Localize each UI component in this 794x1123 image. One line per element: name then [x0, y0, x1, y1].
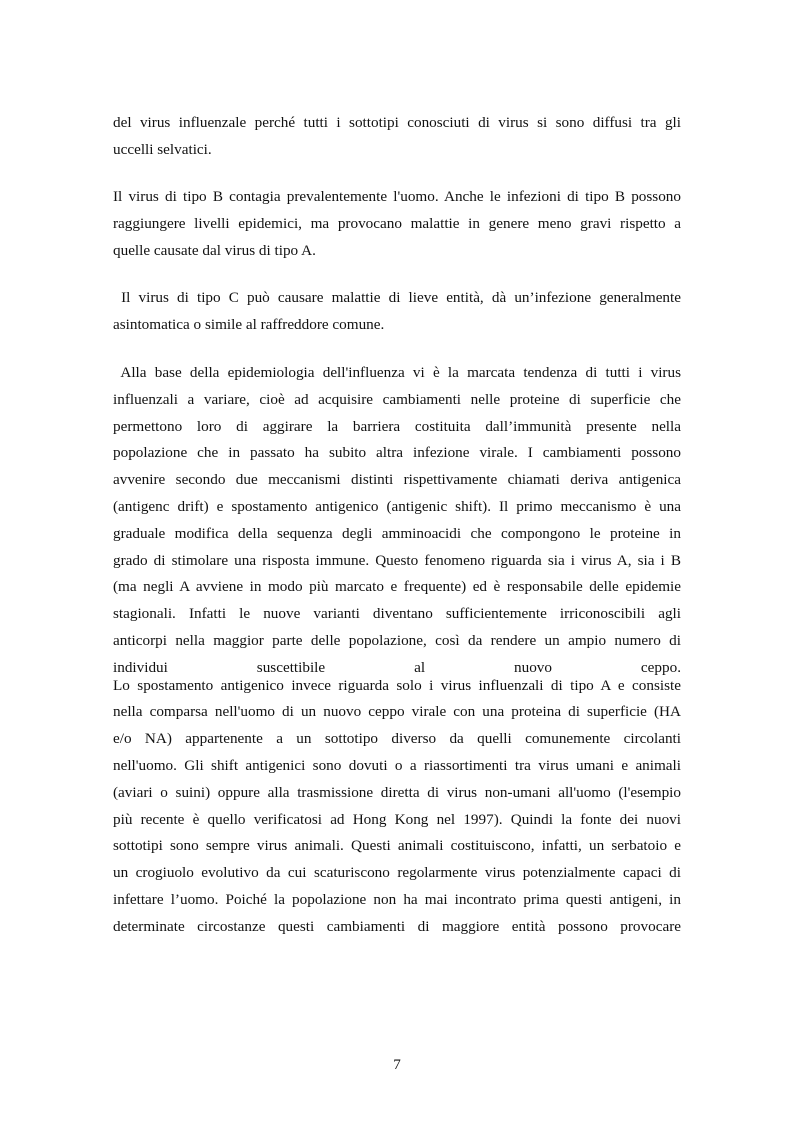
text-line: (ma negli A avviene in modo più marcato e frequente) ed è responsabile delle epidemie [113, 578, 681, 596]
text-line: individui suscettibile al nuovo ceppo. [113, 658, 681, 676]
text-line: Il virus di tipo C può causare malattie di lieve entità, dà un’infezione generalmente [113, 289, 681, 306]
text-line: grado di stimolare una risposta immune. Questo fenomeno riguarda sia i virus A, sia i B [113, 551, 681, 569]
text-line: permettono loro di aggirare la barriera costituita dall’immunità presente nella [113, 417, 681, 435]
text-line: raggiungere livelli epidemici, ma provocano malattie in genere meno gravi rispetto a [113, 214, 681, 232]
text-line: infettare l’uomo. Poiché la popolazione non ha mai incontrato prima questi antigeni, in [113, 890, 681, 908]
text-line: graduale modifica della sequenza degli amminoacidi che compongono le proteine in [113, 524, 681, 542]
paragraph-3 [113, 285, 681, 339]
text-line: sottotipi sono sempre virus animali. Questi animali costituiscono, infatti, un serbatoio e [113, 837, 681, 855]
text-line: (antigenc drift) e spostamento antigenico (antigenic shift). Il primo meccanismo è una [113, 497, 681, 515]
paragraph-1 [113, 110, 681, 164]
paragraph-4 [113, 360, 681, 941]
text-line: Alla base della epidemiologia dell'influenza vi è la marcata tendenza di tutti i virus [113, 364, 681, 381]
text-line: un crogiuolo evolutivo da cui scaturiscono regolarmente virus potenzialmente capaci di [113, 864, 681, 882]
text-line: anticorpi nella maggior parte delle popolazione, così da rendere un ampio numero di [113, 631, 681, 649]
page-number: 7 [393, 1056, 401, 1073]
text-line: del virus influenzale perché tutti i sottotipi conosciuti di virus si sono diffusi tra gli [113, 114, 681, 131]
text-line: determinate circostanze questi cambiamenti di maggiore entità possono provocare [113, 917, 681, 935]
text-line: Il virus di tipo B contagia prevalentemente l'uomo. Anche le infezioni di tipo B possono [113, 188, 681, 205]
paragraph-2 [113, 184, 681, 264]
text-line: Lo spostamento antigenico invece riguarda solo i virus influenzali di tipo A e consiste [113, 676, 681, 694]
text-line: popolazione che in passato ha subito altra infezione virale. I cambiamenti possono [113, 444, 681, 462]
text-line: uccelli selvatici. [113, 140, 212, 158]
text-line: (aviari o suini) oppure alla trasmissione diretta di virus non-umani all'uomo (l'esempio [113, 783, 681, 801]
text-line: e/o NA) appartenente a un sottotipo diverso da quelli comunemente circolanti [113, 730, 681, 748]
text-line: più recente è quello verificatosi ad Hong Kong nel 1997). Quindi la fonte dei nuovi [113, 810, 681, 828]
text-line: quelle causate dal virus di tipo A. [113, 241, 316, 259]
text-line: influenzali a variare, cioè ad acquisire cambiamenti nelle proteine di superficie che [113, 390, 681, 408]
text-line: asintomatica o simile al raffreddore comune. [113, 315, 385, 333]
text-line: nella comparsa nell'uomo di un nuovo ceppo virale con una proteina di superficie (HA [113, 703, 681, 721]
text-line: avvenire secondo due meccanismi distinti rispettivamente chiamati deriva antigenica [113, 471, 681, 489]
text-line: nell'uomo. Gli shift antigenici sono dovuti o a riassortimenti tra virus umani e animali [113, 756, 681, 774]
text-line: stagionali. Infatti le nuove varianti diventano sufficientemente irriconoscibili agli [113, 605, 681, 623]
